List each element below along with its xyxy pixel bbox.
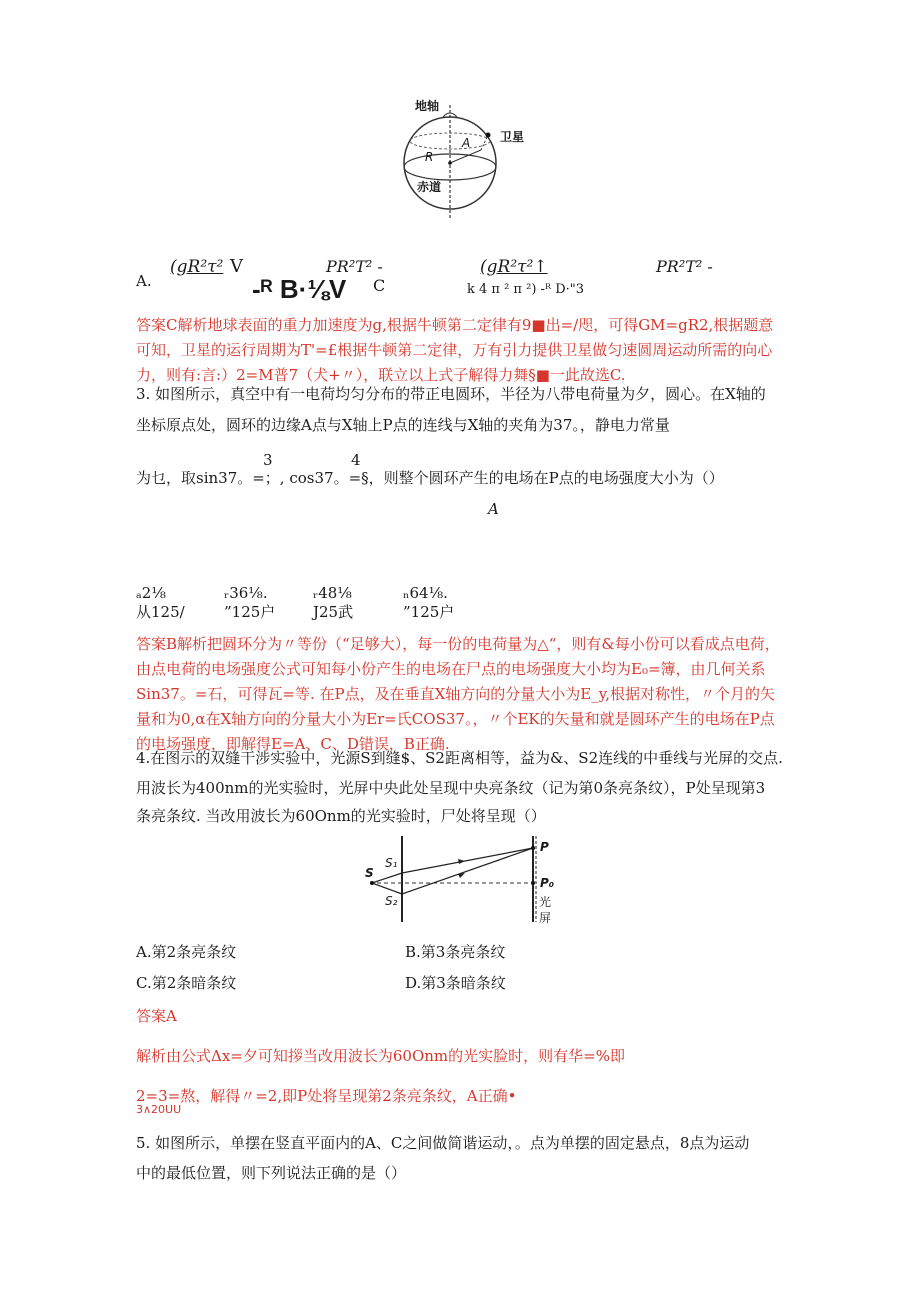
q5-line1: 5. 如图所示，单摆在竖直平面内的A、C之间做简谐运动，。点为单摆的固定悬点，8点为运动 [136, 1134, 750, 1152]
q3-fraction-4: 4 [351, 451, 361, 469]
q2-option-a-label: A. [136, 272, 152, 290]
q2-option-c-sub: k 4 π ² π ²) -ᴿ D·"3 [467, 282, 585, 297]
q4-answer-label: 答案A [136, 1007, 177, 1025]
q3-option-c-bottom: J25武 [313, 603, 354, 621]
q4-answer-line1: 解析由公式Δx=夕可知拶当改用波长为60Onm的光实脸时，则有华=%即 [136, 1047, 625, 1065]
q3-line3: 为乜，取sin37。=；, cos37。=§，则整个圆环产生的电场在P点的电场强度大小为（） [136, 469, 724, 487]
axis-label: 地轴 [415, 99, 440, 113]
q3-line1: 3. 如图所示，真空中有一电荷均匀分布的带正电圆环，半径为八带电荷量为夕，圆心。在X轴的 [136, 385, 766, 403]
q2-answer: 答案C解析地球表面的重力加速度为g,根据牛顿第二定律有9■出=/咫，可得GM=gR2,根据题意可知，卫星的运行周期为T'=£根据牛顿第二定律，万有引力提供卫星做匀速圆周运动所需的向心力，则有:言:）2=M普7（犬+〃），联立以上式子解得力舞§■一此故选C. [136, 316, 774, 384]
q2-option-a-v: V [230, 256, 243, 277]
q3-answer: 答案B解析把圆环分为〃等份（“足够大），每一份的电荷量为△“，则有&每小份可以看成点电荷，由点电荷的电场强度公式可知每小份产生的电场在尸点的电场强度大小均为E₀=簿，由几何关系Sin37。=石，可得瓦=等. 在P点，及在垂直X轴方向的分量大小为E_y,根据对称性，〃个月的矢量和为0,α在X轴方向的分量大小为Er=氏COS37。，〃个EK的矢量和就是圆环产生的电场在P点的电场强度，即解得E=A、C、D错误，B正确. [136, 635, 780, 753]
q3-option-b-top: ᵣ36⅛. [224, 584, 268, 602]
q5-line2: 中的最低位置，则下列说法正确的是（） [136, 1164, 407, 1182]
fig-slit-s1: S₁ [385, 856, 398, 870]
satellite-label: 卫星 [500, 130, 525, 144]
q2-c-glyph: C [373, 276, 386, 295]
q2-option-c-formula: (gR²τ²↑ [480, 257, 548, 277]
q3-option-b-bottom: ”125户 [224, 603, 276, 621]
q4-line2: 用波长为400nm的光实验时，光屏中央此处呈现中央亮条纹（记为第0条亮条纹），P处呈现第3 [136, 779, 766, 797]
q4-option-a: A.第2条亮条纹 [136, 943, 237, 961]
q2-option-d-formula: PR²T² - [656, 257, 713, 276]
q3-option-a-top: ₐ2⅛ [136, 584, 166, 602]
fig-source-s: S [365, 866, 374, 880]
fig-slit-s2: S₂ [385, 894, 398, 908]
q4-answer-line3: 3∧20UU [136, 1103, 182, 1116]
q3-option-c-top: ᵣ48⅛ [313, 584, 352, 602]
q4-line3: 条亮条纹. 当改用波长为60Onm的光实验时，尸处将呈现（） [136, 807, 546, 825]
q2-big-glyphs: -ᴿ B·⅛V [252, 274, 347, 304]
q3-option-d-top: ₙ64⅛. [403, 584, 448, 602]
q4-answer-line2: 2=3=熬，解得〃=2,即P处将呈现第2条亮条纹，A正确• [136, 1087, 517, 1105]
fig-screen-char2: 屏 [539, 911, 552, 925]
earth-satellite-figure [395, 95, 535, 225]
q2-option-a-formula: (gR²τ² [170, 257, 224, 277]
q3-fraction-3: 3 [263, 451, 273, 469]
q3-line2: 坐标原点处，圆环的边缘A点与X轴上P点的连线与X轴的夹角为37。，静电力常量 [136, 416, 670, 434]
q3-option-a-bottom: 从125/ [136, 603, 185, 621]
point-a-label: A [462, 136, 471, 150]
equator-label: 赤道 [417, 180, 442, 194]
q4-line1: 4.在图示的双缝干涉实验中，光源S到缝$、S2距离相等，益为&、S2连线的中垂线与光屏的交点. [136, 749, 783, 767]
fig-screen-char1: 光 [539, 895, 552, 909]
fig-point-p0: P₀ [540, 876, 555, 890]
q3-option-d-bottom: ”125户 [403, 603, 455, 621]
q4-option-d: D.第3条暗条纹 [405, 974, 506, 992]
q4-option-b: B.第3条亮条纹 [405, 943, 506, 961]
fig-point-p: P [540, 840, 549, 854]
radius-r-label: R [425, 150, 434, 164]
q2-option-b-formula: PR²T² - [326, 257, 383, 276]
q3-figure-a: A [488, 500, 499, 518]
q4-option-c: C.第2条暗条纹 [136, 974, 237, 992]
